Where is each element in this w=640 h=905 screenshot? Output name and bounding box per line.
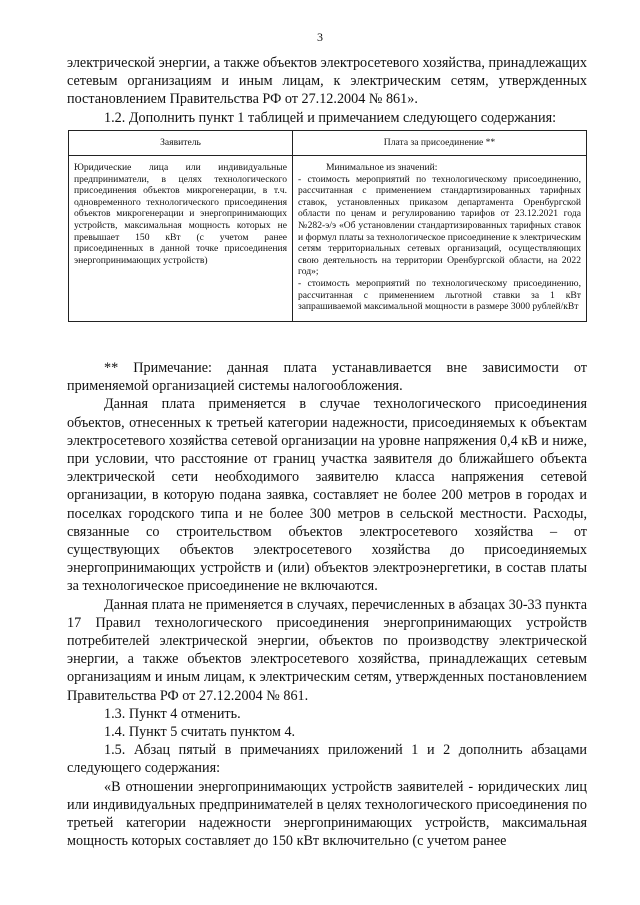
page-number: 3 bbox=[317, 30, 323, 44]
header-applicant: Заявитель bbox=[69, 131, 293, 156]
note-paragraph: ** Примечание: данная плата устанавливается вне зависимости от применяемой организацией системы налогообложения. bbox=[67, 360, 587, 395]
fee-item-1: - стоимость мероприятий по технологическому присоединению, рассчитанная с применением стандартизированных тарифных ставок, установленных приказом департамента Оренбургской области по ценам и регулированию тарифов от 23.12.2021 года №282-э/э «Об установлении стандартизированных тарифных ставок и формул платы за технологическое присоединение к электрическим сетям территориальных сетевых организаций, осуществляющих свою деятельность на территории Оренбургской области, на 2022 год»; bbox=[298, 173, 581, 278]
fee-item-2: - стоимость мероприятий по технологическому присоединению, рассчитанная с применением льготной ставки за 1 кВт запрашиваемой максимальной мощности в размере 3000 рублей/кВт bbox=[298, 277, 581, 313]
table-row bbox=[69, 156, 587, 322]
item-1-2: 1.2. Дополнить пункт 1 таблицей и примечанием следующего содержания: bbox=[104, 109, 557, 126]
paragraph-2: Данная плата применяется в случае технологического присоединения объектов, отнесенных к третьей категории надежности, присоединяемых к объектам электросетевого хозяйства сетевой организации на уровне напряжения 0,4 кВ и ниже, при условии, что расстояние от границ участка заявителя до ближайшего объекта электрической сети необходимого заявителю класса напряжения сетевой организации, в которую подана заявка, составляет не более 200 метров в городах и поселках городского типа и не более 300 метров в сельской местности. Расходы, связанные со строительством объектов электросетевого хозяйства – от существующих объектов электросетевого хозяйства до присоединяемых энергопринимающих устройств и (или) объектов электроэнергетики, в состав платы за технологическое присоединение не включаются. bbox=[67, 396, 587, 595]
fee-cell bbox=[293, 156, 587, 322]
top-paragraph: электрической энергии, а также объектов электросетевого хозяйства, принадлежащих сетевым организациям и иным лицам, к электрическим сетям, утвержденных постановлением Правительства РФ от 27.12.2004 № 861». bbox=[67, 55, 587, 108]
applicant-cell bbox=[69, 156, 293, 322]
fee-lead: Минимальное из значений: bbox=[326, 162, 438, 173]
item-1-5: 1.5. Абзац пятый в примечаниях приложений 1 и 2 дополнить абзацами следующего содержания: bbox=[67, 742, 587, 777]
quote-paragraph: «В отношении энергопринимающих устройств заявителей - юридических лиц или индивидуальных предпринимателей в целях технологического присоединения по третьей категории надежности энергопринимающих устройств, максимальная мощность которых составляет до 150 кВт включительно (с учетом ранее bbox=[67, 778, 587, 850]
table-header-row bbox=[69, 131, 587, 156]
top-block bbox=[67, 54, 587, 127]
fee-table bbox=[68, 130, 587, 322]
paragraph-3: Данная плата не применяется в случаях, перечисленных в абзацах 30-33 пункта 17 Правил технологического присоединения энергопринимающих устройств потребителей электрической энергии, объектов по производству электрической энергии, а также объектов электросетевого хозяйства, принадлежащих сетевым организациям и иным лицам, к электрическим сетям, утвержденных постановлением Правительства РФ от 27.12.2004 № 861. bbox=[67, 596, 587, 704]
header-fee: Плата за присоединение ** bbox=[293, 131, 587, 156]
main-block bbox=[67, 359, 587, 850]
applicant-text: Юридические лица или индивидуальные предприниматели, в целях технологического присоединения объектов микрогенерации, в т.ч. одновременного технологического присоединения объектов микрогенерации и энергопринимающих устройств, максимальная мощность которых не превышает 150 кВт (с учетом ранее присоединенных в данной точке присоединения энергопринимающих устройств) bbox=[74, 162, 287, 266]
item-1-3: 1.3. Пункт 4 отменить. bbox=[104, 705, 241, 722]
item-1-4: 1.4. Пункт 5 считать пунктом 4. bbox=[104, 724, 296, 741]
